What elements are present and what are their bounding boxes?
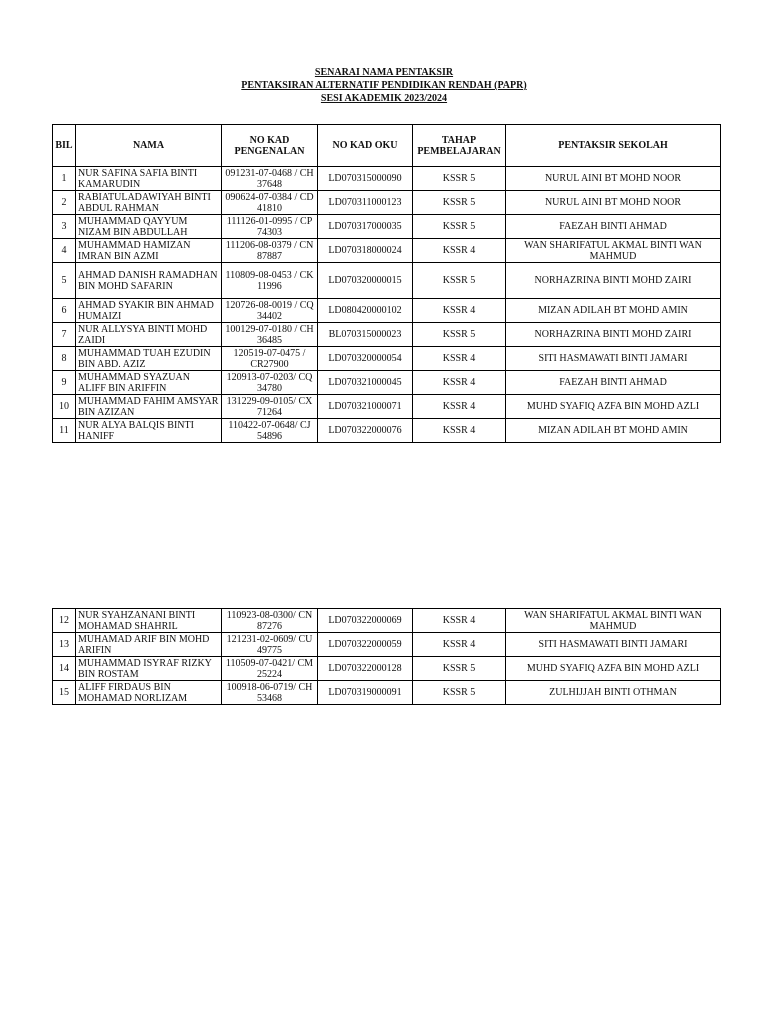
table-row [53, 395, 721, 419]
cell-nama: MUHAMMAD ISYRAF RIZKY BIN ROSTAM [76, 657, 222, 681]
cell-ic: 120519-07-0475 / CR27900 [222, 347, 318, 371]
cell-oku: LD070322000069 [318, 609, 413, 633]
cell-ic: 110422-07-0648/ CJ 54896 [222, 419, 318, 443]
cell-nama: NUR SYAHZANANI BINTI MOHAMAD SHAHRIL [76, 609, 222, 633]
cell-pentaksir: SITI HASMAWATI BINTI JAMARI [506, 347, 721, 371]
cell-oku: LD070322000076 [318, 419, 413, 443]
cell-ic: 110509-07-0421/ CM 25224 [222, 657, 318, 681]
cell-nama: NUR ALYA BALQIS BINTI HANIFF [76, 419, 222, 443]
cell-tahap: KSSR 4 [413, 633, 506, 657]
cell-pentaksir: MUHD SYAFIQ AZFA BIN MOHD AZLI [506, 657, 721, 681]
document-subtitle: PENTAKSIRAN ALTERNATIF PENDIDIKAN RENDAH (PAPR) [241, 80, 527, 91]
cell-pentaksir: ZULHIJJAH BINTI OTHMAN [506, 681, 721, 705]
table-row [53, 609, 721, 633]
column-header-pentaksir: PENTAKSIR SEKOLAH [506, 125, 721, 167]
cell-nama: NUR ALLYSYA BINTI MOHD ZAIDI [76, 323, 222, 347]
table-row [53, 263, 721, 299]
cell-ic: 090624-07-0384 / CD 41810 [222, 191, 318, 215]
table-row [53, 239, 721, 263]
cell-bil: 10 [53, 395, 76, 419]
cell-bil: 3 [53, 215, 76, 239]
cell-nama: ALIFF FIRDAUS BIN MOHAMAD NORLIZAM [76, 681, 222, 705]
cell-bil: 14 [53, 657, 76, 681]
column-header-oku: NO KAD OKU [318, 125, 413, 167]
cell-ic: 121231-02-0609/ CU 49775 [222, 633, 318, 657]
cell-tahap: KSSR 5 [413, 263, 506, 299]
cell-ic: 100129-07-0180 / CH 36485 [222, 323, 318, 347]
cell-tahap: KSSR 5 [413, 323, 506, 347]
cell-pentaksir: MIZAN ADILAH BT MOHD AMIN [506, 299, 721, 323]
cell-oku: LD070320000015 [318, 263, 413, 299]
table-row [53, 681, 721, 705]
cell-oku: LD070311000123 [318, 191, 413, 215]
column-header-tahap: TAHAP PEMBELAJARAN [413, 125, 506, 167]
table-row [53, 633, 721, 657]
cell-oku: LD070318000024 [318, 239, 413, 263]
cell-tahap: KSSR 4 [413, 299, 506, 323]
cell-nama: MUHAMMAD TUAH EZUDIN BIN ABD. AZIZ [76, 347, 222, 371]
cell-oku: LD070322000128 [318, 657, 413, 681]
table-row [53, 371, 721, 395]
assessor-table-continued [52, 608, 721, 705]
document-heading [0, 66, 768, 105]
academic-session: SESI AKADEMIK 2023/2024 [320, 93, 448, 104]
table-row [53, 215, 721, 239]
cell-bil: 11 [53, 419, 76, 443]
cell-bil: 15 [53, 681, 76, 705]
cell-ic: 110923-08-0300/ CN 87276 [222, 609, 318, 633]
cell-nama: MUHAMAD ARIF BIN MOHD ARIFIN [76, 633, 222, 657]
cell-oku: LD070321000045 [318, 371, 413, 395]
cell-bil: 8 [53, 347, 76, 371]
cell-bil: 2 [53, 191, 76, 215]
cell-nama: AHMAD DANISH RAMADHAN BIN MOHD SAFARIN [76, 263, 222, 299]
cell-tahap: KSSR 4 [413, 347, 506, 371]
cell-pentaksir: MIZAN ADILAH BT MOHD AMIN [506, 419, 721, 443]
cell-bil: 7 [53, 323, 76, 347]
cell-nama: RABIATULADAWIYAH BINTI ABDUL RAHMAN [76, 191, 222, 215]
cell-ic: 110809-08-0453 / CK 11996 [222, 263, 318, 299]
cell-pentaksir: WAN SHARIFATUL AKMAL BINTI WAN MAHMUD [506, 239, 721, 263]
assessor-table [52, 124, 721, 443]
cell-oku: LD070320000054 [318, 347, 413, 371]
cell-ic: 120913-07-0203/ CQ 34780 [222, 371, 318, 395]
cell-ic: 131229-09-0105/ CX 71264 [222, 395, 318, 419]
cell-bil: 1 [53, 167, 76, 191]
cell-oku: LD070319000091 [318, 681, 413, 705]
cell-tahap: KSSR 4 [413, 395, 506, 419]
cell-pentaksir: SITI HASMAWATI BINTI JAMARI [506, 633, 721, 657]
table-row [53, 347, 721, 371]
cell-pentaksir: NURUL AINI BT MOHD NOOR [506, 167, 721, 191]
column-header-nama: NAMA [76, 125, 222, 167]
table-row [53, 167, 721, 191]
cell-tahap: KSSR 5 [413, 657, 506, 681]
cell-bil: 4 [53, 239, 76, 263]
document-title: SENARAI NAMA PENTAKSIR [314, 67, 454, 78]
cell-nama: AHMAD SYAKIR BIN AHMAD HUMAIZI [76, 299, 222, 323]
cell-oku: LD070315000090 [318, 167, 413, 191]
table-row [53, 419, 721, 443]
cell-pentaksir: NURUL AINI BT MOHD NOOR [506, 191, 721, 215]
cell-oku: LD070322000059 [318, 633, 413, 657]
table-row [53, 657, 721, 681]
cell-oku: BL070315000023 [318, 323, 413, 347]
cell-ic: 120726-08-0019 / CQ 34402 [222, 299, 318, 323]
cell-tahap: KSSR 4 [413, 419, 506, 443]
cell-oku: LD070317000035 [318, 215, 413, 239]
cell-nama: MUHAMMAD HAMIZAN IMRAN BIN AZMI [76, 239, 222, 263]
cell-ic: 111206-08-0379 / CN 87887 [222, 239, 318, 263]
cell-tahap: KSSR 5 [413, 167, 506, 191]
cell-pentaksir: FAEZAH BINTI AHMAD [506, 371, 721, 395]
table-row [53, 191, 721, 215]
cell-ic: 091231-07-0468 / CH 37648 [222, 167, 318, 191]
cell-tahap: KSSR 5 [413, 681, 506, 705]
cell-oku: LD080420000102 [318, 299, 413, 323]
cell-ic: 111126-01-0995 / CP 74303 [222, 215, 318, 239]
cell-bil: 6 [53, 299, 76, 323]
table-row [53, 323, 721, 347]
cell-nama: MUHAMMAD FAHIM AMSYAR BIN AZIZAN [76, 395, 222, 419]
cell-tahap: KSSR 4 [413, 239, 506, 263]
column-header-bil: BIL [53, 125, 76, 167]
table-row [53, 299, 721, 323]
cell-pentaksir: FAEZAH BINTI AHMAD [506, 215, 721, 239]
cell-nama: MUHAMMAD QAYYUM NIZAM BIN ABDULLAH [76, 215, 222, 239]
cell-nama: NUR SAFINA SAFIA BINTI KAMARUDIN [76, 167, 222, 191]
table-header-row [53, 125, 721, 167]
cell-ic: 100918-06-0719/ CH 53468 [222, 681, 318, 705]
cell-pentaksir: WAN SHARIFATUL AKMAL BINTI WAN MAHMUD [506, 609, 721, 633]
cell-tahap: KSSR 5 [413, 215, 506, 239]
cell-bil: 9 [53, 371, 76, 395]
cell-nama: MUHAMMAD SYAZUAN ALIFF BIN ARIFFIN [76, 371, 222, 395]
column-header-ic: NO KAD PENGENALAN [222, 125, 318, 167]
cell-bil: 5 [53, 263, 76, 299]
cell-pentaksir: MUHD SYAFIQ AZFA BIN MOHD AZLI [506, 395, 721, 419]
cell-tahap: KSSR 4 [413, 609, 506, 633]
cell-oku: LD070321000071 [318, 395, 413, 419]
cell-tahap: KSSR 4 [413, 371, 506, 395]
cell-tahap: KSSR 5 [413, 191, 506, 215]
cell-bil: 12 [53, 609, 76, 633]
cell-bil: 13 [53, 633, 76, 657]
cell-pentaksir: NORHAZRINA BINTI MOHD ZAIRI [506, 263, 721, 299]
cell-pentaksir: NORHAZRINA BINTI MOHD ZAIRI [506, 323, 721, 347]
